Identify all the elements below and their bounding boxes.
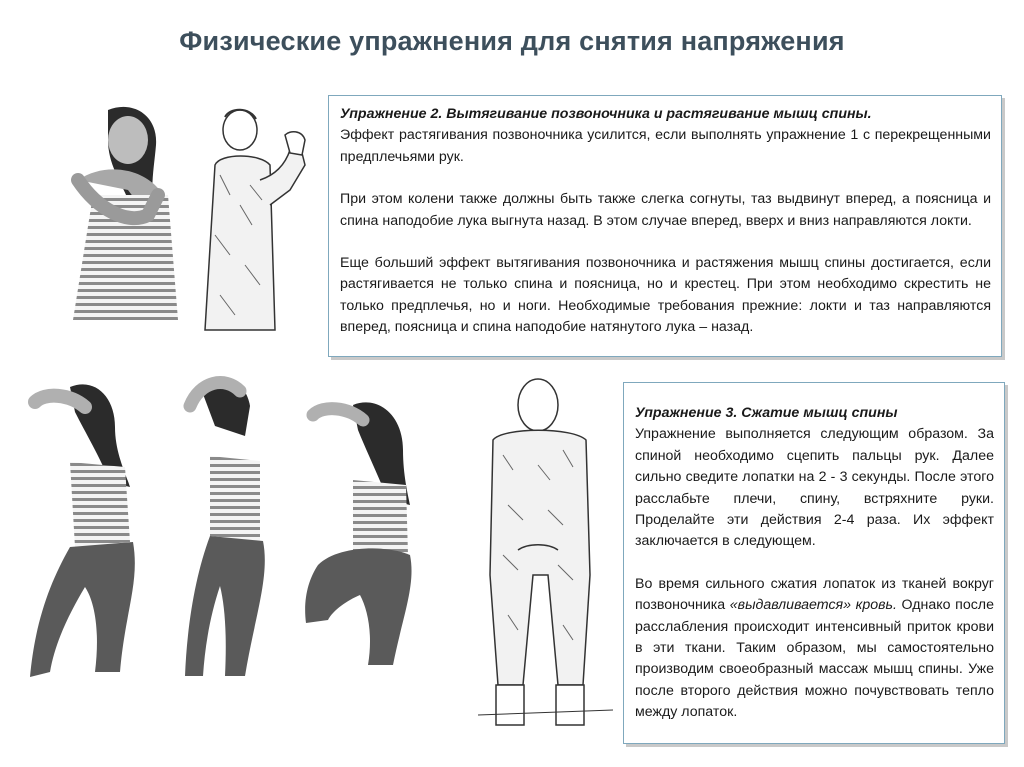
woman-photo-squat-2: [165, 366, 280, 696]
exercise-2-paragraph-1: Эффект растягивания позвоночника усилится, если выполнять упражнение 1 с перекрещенными предплечьями рук.: [340, 127, 991, 165]
exercise-3-heading: Упражнение 3. Сжатие мышц спины: [635, 405, 898, 421]
exercise-2-box: [328, 95, 1002, 357]
exercise-2-paragraph-3: Еще больший эффект вытягивания позвоночника и растяжения мышц спины достигается, если растягивается не только спина и поясница, но и крестец. При этом необходимо скрестить не только предплечья, но и ноги. Необходимые требования прежние: локти и таз направляются вперед, поясница и спина наподобие натянутого лука – назад.: [340, 255, 991, 336]
exercise-3-paragraph-2: [635, 574, 994, 724]
man-drawing-back: [478, 375, 613, 745]
man-drawing-stretch: [190, 105, 325, 335]
page-title: Физические упражнения для снятия напряжения: [179, 26, 845, 56]
woman-photo-squat-1: [15, 372, 150, 692]
woman-photo-stretch: [38, 100, 208, 320]
exercise-3-paragraph-2-end: Однако после расслабления происходит интенсивный приток крови в эти ткани. Таким образом, мы самостоятельно производим своеобразный массаж мышц спины. Уже после второго действия можно почувствовать тепло между лопаток.: [635, 597, 994, 721]
exercise-3-box: [623, 382, 1005, 744]
exercise-2-paragraph-2: При этом колени также должны быть также слегка согнуты, таз выдвинут вперед, а поясница и спина наподобие лука выгнута назад. В этом случае вперед, вверх и вниз направляются локти.: [340, 191, 991, 229]
woman-photo-squat-3: [298, 395, 423, 685]
exercise-3-paragraph-2-emphasis: «выдавливается» кровь.: [729, 597, 897, 614]
exercise-3-paragraph-1: Упражнение выполняется следующим образом. За спиной необходимо сцепить пальцы рук. Далее сильно сведите лопатки на 2 - 3 секунды. После этого расслабьте плечи, спину, встряхните руки. Проделайте эти действия 2-4 раза. Их эффект заключается в следующем.: [635, 426, 994, 550]
exercise-3-paragraph-2-start: Во время сильного сжатия лопаток из тканей вокруг позвоночника: [635, 575, 994, 614]
exercise-2-heading: Упражнение 2. Вытягивание позвоночника и растягивание мышц спины.: [340, 106, 872, 122]
